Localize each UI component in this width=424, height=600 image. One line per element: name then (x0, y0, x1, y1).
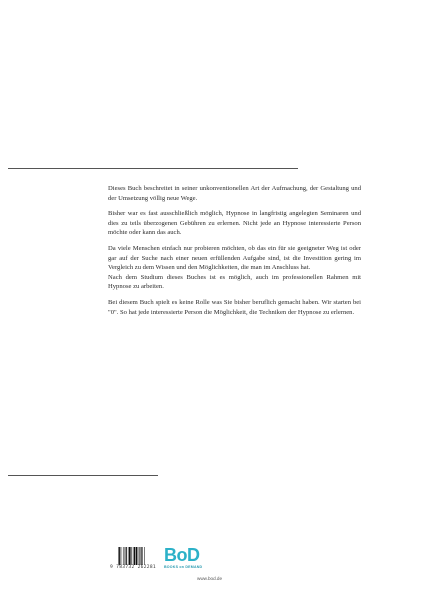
barcode-bar (129, 547, 131, 565)
barcode-bar (123, 547, 124, 565)
paragraph-history: Bisher war es fast ausschließlich möglich, Hypnose in langfristig angelegten Seminaren und dies zu teils überzogenen Gebühren zu erlernen. Nicht jede an Hypnose interessierte Person möchte oder kann das auch. (108, 210, 361, 237)
publisher-logo (164, 546, 214, 569)
blurb-text (108, 184, 361, 323)
paragraph-intro: Dieses Buch beschreitet in seiner unkonventionellen Art der Aufmachung, der Gestaltung und der Umsetzung völlig neue Wege. (108, 185, 361, 202)
barcode-bar (139, 547, 140, 565)
barcode-bar (119, 547, 120, 565)
isbn-barcode (118, 547, 156, 575)
barcode-bar (128, 547, 129, 565)
bottom-divider (8, 475, 158, 476)
barcode-bar (126, 547, 127, 565)
publisher-url: www.bod.de (197, 576, 223, 581)
paragraph-investment: Da viele Menschen einfach nur probieren möchten, ob das ein für sie geeigneter Weg ist oder gar auf der Suche nach einer neuen erfüllenden Aufgabe sind, ist die Investition gering im Vergleich zu dem Wissen und den Möglichkeiten, die man im Anschluss hat. (108, 244, 361, 272)
barcode-bar (138, 547, 139, 565)
barcode-bar (142, 547, 143, 565)
barcode-bar (136, 547, 138, 565)
barcode-bar (125, 547, 126, 565)
isbn-number: 9 783732 262281 (110, 565, 156, 570)
barcode-bar (144, 547, 145, 565)
barcode-bar (141, 547, 142, 565)
barcode-bar (131, 547, 132, 565)
publisher-logo-mark: BoD (164, 545, 200, 565)
top-divider (8, 168, 298, 169)
paragraph-professional: Nach dem Studium dieses Buches ist es möglich, auch im professionellen Rahmen mit Hypnose zu arbeiten. (108, 273, 361, 291)
barcode-bar (118, 547, 119, 565)
barcode-bars (118, 547, 156, 565)
barcode-bar (134, 547, 135, 565)
publisher-tagline: BOOKS on DEMAND (164, 565, 203, 569)
barcode-bar (133, 547, 134, 565)
barcode-bar (121, 547, 122, 565)
paragraph-start: Bei diesem Buch spielt es keine Rolle was Sie bisher beruflich gemacht haben. Wir starten bei "0". So hat jede interessierte Person die Möglichkeit, die Techniken der Hypnose zu erlernen. (108, 298, 361, 316)
